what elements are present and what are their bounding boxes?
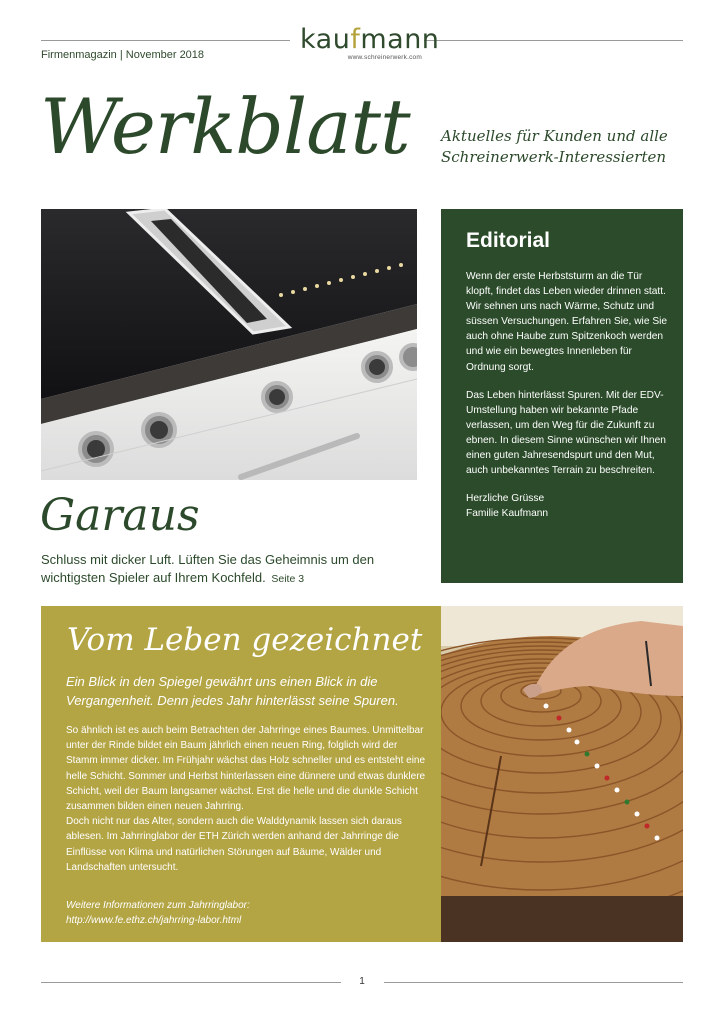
brand-url: www.schreinerwerk.com (347, 54, 422, 61)
footer-rule-right (384, 982, 683, 983)
feature-box (41, 606, 441, 942)
brand-logo: kaufmann www.schreinerwerk.com (300, 24, 440, 61)
garaus-teaser: Schluss mit dicker Luft. Lüften Sie das Geheimnis um den wichtigsten Spieler auf Ihrem Kochfeld. Seite 3 (41, 552, 375, 585)
feature-more-info: Weitere Informationen zum Jahrringlabor: http://www.fe.ethz.ch/jahrring-labor.html (66, 898, 431, 928)
masthead-title: Werkblatt (40, 82, 410, 171)
feature-body: So ähnlich ist es auch beim Betrachten der Jahrringe eines Baumes. Unmittelbar unter der Rinde bildet ein Baum jährlich einen neuen Ring, folglich wird der Stamm immer dicker. Im Frühjahr wächst das Holz schneller und es entsteht eine helle Schicht. Sommer und Herbst hinterlassen eine dünnere und etwas dunklere Schicht, weil der Baum langsamer wächst. Erst die helle und die dunkle Schicht zusammen bilden einen neuen Jahrring. Doch nicht nur das Alter, sondern auch die Walddynamik lassen sich daraus ablesen. Im Jahrringlabor der ETH Zürich werden anhand der Jahrringe die Einflüsse von Klima und natürlichen Störungen auf Bäume, Wälder und Landschaften untersucht. (66, 725, 426, 873)
magazine-line: Firmenmagazin | November 2018 (41, 49, 205, 61)
footer-rule-left (41, 982, 341, 983)
feature-link[interactable]: http://www.fe.ethz.ch/jahrring-labor.html (66, 915, 242, 927)
header-rule-left (41, 40, 290, 41)
editorial-closing: Herzliche Grüsse (466, 493, 545, 505)
feature-title: Vom Leben gezeichnet (67, 622, 423, 658)
masthead-tagline: Aktuelles für Kunden und alle Schreinerwerk-Interessierten (441, 127, 668, 166)
tree-rings-photo (441, 606, 683, 942)
garaus-page-ref: Seite 3 (271, 573, 305, 585)
garaus-title: Garaus (40, 490, 200, 541)
editorial-paragraph: Wenn der erste Herbststurm an die Tür klopft, findet das Leben wieder drinnen statt. Wir sehnen uns nach Wärme, Schutz und süssen Versuchungen. Erfahren Sie, wie Sie auch ohne Haube zum Spitzenkoch werden und wie ein bewegtes Innenleben für Ordnung sorgt. (466, 271, 668, 373)
editorial-paragraph: Das Leben hinterlässt Spuren. Mit der EDV-Umstellung haben wir bekannte Pfade verlassen, um den Weg für die Zukunft zu ebnen. In diesem Sinne wünschen wir Ihnen einen guten Jahresendspurt und den Mut, auch unbekanntes Terrain zu beschreiten. (466, 389, 666, 477)
page-number: 1 (359, 976, 365, 987)
feature-lead: Ein Blick in den Spiegel gewährt uns einen Blick in die Vergangenheit. Denn jedes Jahr hinterlässt seine Spuren. (66, 674, 399, 708)
editorial-signature: Familie Kaufmann (466, 508, 549, 520)
editorial-title: Editorial (466, 229, 551, 252)
kitchen-photo (41, 209, 417, 480)
editorial-body (466, 269, 671, 521)
editorial-box (441, 209, 683, 583)
header-rule-right (424, 40, 683, 41)
